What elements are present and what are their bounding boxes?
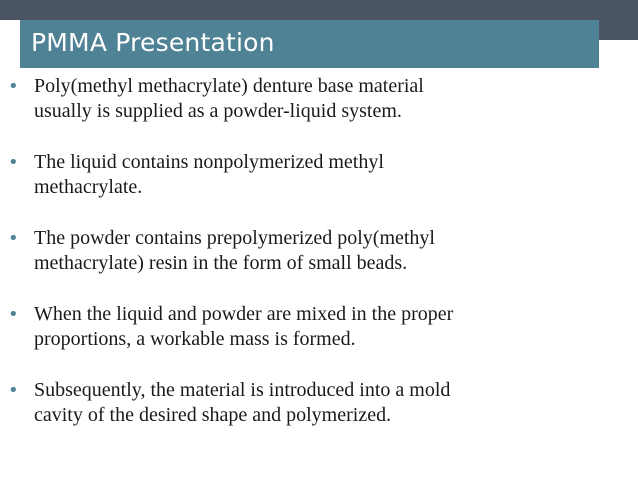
- bullet-text-line: usually is supplied as a powder-liquid system.: [34, 100, 402, 122]
- bullet-dot-icon: •: [8, 76, 19, 97]
- corner-decoration-dark: [599, 20, 638, 40]
- bullet-item-4: [8, 302, 628, 352]
- bullet-text-line: The liquid contains nonpolymerized methyl: [34, 151, 384, 173]
- bullet-text-line: methacrylate) resin in the form of small beads.: [34, 252, 408, 274]
- bullet-item-2: [8, 150, 628, 200]
- top-decorative-band: [0, 0, 638, 20]
- bullet-text-line: The powder contains prepolymerized poly(methyl: [34, 227, 435, 249]
- bullet-dot-icon: •: [8, 380, 19, 401]
- bullet-text-line: cavity of the desired shape and polymerized.: [34, 404, 392, 426]
- bullet-item-5: [8, 378, 628, 428]
- slide-title-box: [20, 20, 599, 68]
- bullet-text-line: Subsequently, the material is introduced into a mold: [34, 379, 451, 401]
- bullet-dot-icon: •: [8, 304, 19, 325]
- bullet-text-line: Poly(methyl methacrylate) denture base material: [34, 75, 424, 97]
- bullet-item-1: [8, 74, 628, 124]
- corner-decoration-light: [599, 40, 638, 68]
- slide-title: PMMA Presentation: [31, 28, 275, 57]
- bullet-text-line: When the liquid and powder are mixed in the proper: [34, 303, 454, 325]
- bullet-text-line: proportions, a workable mass is formed.: [34, 328, 356, 350]
- bullet-text-line: methacrylate.: [34, 176, 143, 198]
- bullet-dot-icon: •: [8, 228, 19, 249]
- bullet-item-3: [8, 226, 628, 276]
- bullet-dot-icon: •: [8, 152, 19, 173]
- bullet-list: [8, 74, 628, 454]
